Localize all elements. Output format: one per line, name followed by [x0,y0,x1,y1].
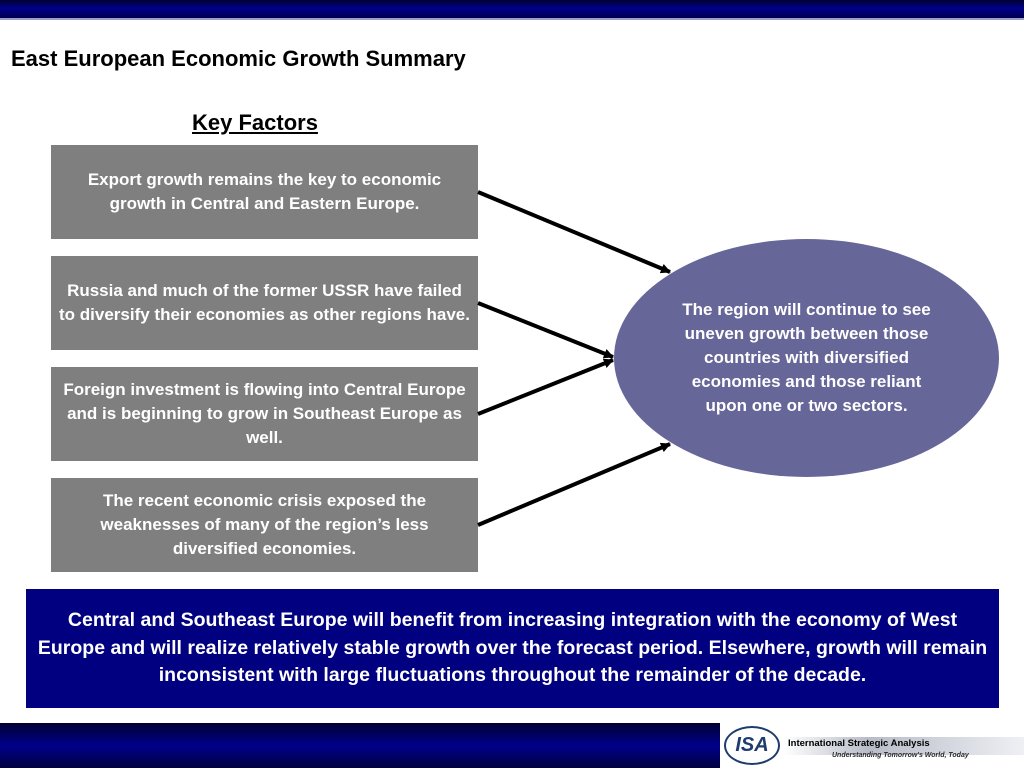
arrow-4 [478,444,670,525]
arrow-3 [478,360,613,414]
logo-mark: ISA [735,734,769,756]
factor-text: The recent economic crisis exposed the weaknesses of many of the region’s less diversified economies. [100,491,429,558]
outcome-text: The region will continue to see uneven growth between those countries with diversified economies and those reliant upon one or two sectors. [682,300,931,415]
logo-company-name: International Strategic Analysis [788,738,930,749]
factor-text: Export growth remains the key to economic growth in Central and Eastern Europe. [87,170,442,213]
globe-icon [724,726,780,765]
arrow-2 [478,303,613,357]
factor-text: Foreign investment is flowing into Central Europe and is beginning to grow in Southeast Europe as well. [63,380,466,447]
conclusion-text: Central and Southeast Europe will benefit from increasing integration with the economy of West Europe and will realize relatively stable growth over the forecast period. Elsewhere, growth will remain inconsistent with large fluctuations throughout the remainder of the decade. [37,609,988,687]
logo-tagline: Understanding Tomorrow's World, Today [832,752,969,759]
conclusion-box [26,589,999,708]
slide-title: East European Economic Growth Summary [11,46,466,71]
isa-logo [720,723,1024,768]
factor-text: Russia and much of the former USSR have failed to diversify their economies as other regions have. [59,281,470,324]
key-factors-heading: Key Factors [192,110,318,135]
arrow-1 [478,192,670,272]
